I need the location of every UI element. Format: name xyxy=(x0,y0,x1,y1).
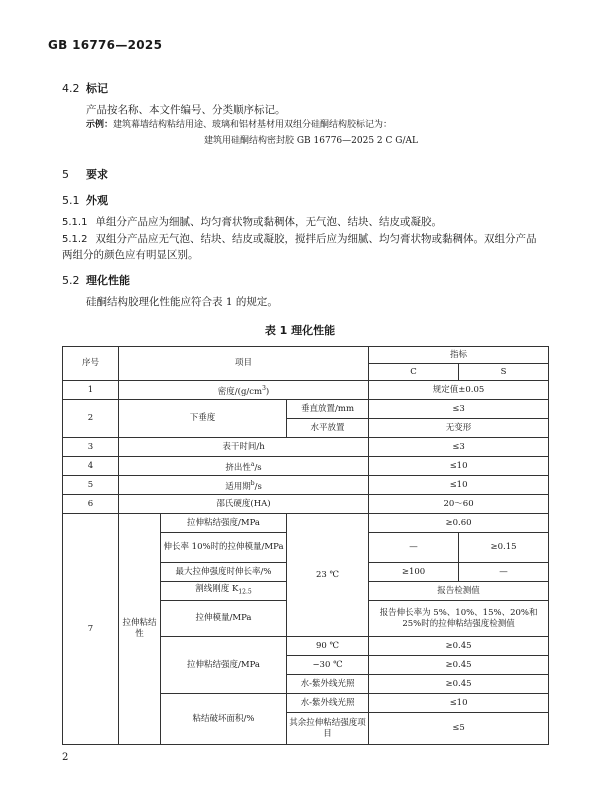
row-item xyxy=(119,381,369,400)
row-no: 5 xyxy=(63,476,119,495)
row-subitem: 水平放置 xyxy=(287,419,369,438)
item-sup: 3 xyxy=(262,384,266,392)
test-condition: 90 ℃ xyxy=(287,637,369,656)
row-item: 表干时间/h xyxy=(119,438,369,457)
row-item xyxy=(119,476,369,495)
row-value: ≥0.60 xyxy=(369,514,549,533)
table-header-row xyxy=(63,347,549,364)
row-subitem: 拉伸模量/MPa xyxy=(161,601,287,637)
section-number: 4.2 xyxy=(62,82,80,95)
row-subitem: 最大拉伸强度时伸长率/% xyxy=(161,563,287,582)
value-c: — xyxy=(369,533,459,563)
row-value: 报告伸长率为 5%、10%、15%、20%和 25%时的拉伸粘结强度检测值 xyxy=(369,601,549,637)
physical-properties-table xyxy=(62,346,549,745)
row-no: 4 xyxy=(63,457,119,476)
test-condition: −30 ℃ xyxy=(287,656,369,675)
section-5-heading xyxy=(62,166,108,182)
row-value: ≤10 xyxy=(369,694,549,713)
item-subscript: 12.5 xyxy=(238,588,252,596)
section-5-1-heading xyxy=(62,192,108,208)
row-value: 20～60 xyxy=(369,495,549,514)
footnote-marker: a xyxy=(250,460,255,468)
row-value: ≤5 xyxy=(369,713,549,745)
physical-properties-paragraph: 硅酮结构胶理化性能应符合表 1 的规定。 xyxy=(86,296,278,308)
marking-example-mark: 建筑用硅酮结构密封胶 GB 16776—2025 2 C G/AL xyxy=(204,136,418,146)
row-value: ≥0.45 xyxy=(369,656,549,675)
header-index: 指标 xyxy=(369,347,549,364)
item-text: 挤出性 xyxy=(225,462,251,473)
row-no: 1 xyxy=(63,381,119,400)
page-number: 2 xyxy=(62,752,69,763)
row-value: ≤3 xyxy=(369,438,549,457)
clause-5-1-2 xyxy=(62,231,562,248)
table-row xyxy=(63,476,549,495)
section-5-2-heading xyxy=(62,272,130,288)
example-label: 示例： xyxy=(86,120,114,130)
clause-5-1-1 xyxy=(62,214,552,231)
marking-paragraph: 产品按名称、本文件编号、分类顺序标记。 xyxy=(86,104,286,116)
row-value: 规定值±0.05 xyxy=(369,381,549,400)
row-subitem: 伸长率 10%时的拉伸模量/MPa xyxy=(161,533,287,563)
row-item xyxy=(119,457,369,476)
table-row xyxy=(63,438,549,457)
row-no: 7 xyxy=(63,514,119,745)
value-s: ≥0.15 xyxy=(459,533,549,563)
row-subitem: 拉伸粘结强度/MPa xyxy=(161,637,287,694)
row-no: 3 xyxy=(63,438,119,457)
section-4-2-heading xyxy=(62,80,108,96)
example-text: 建筑幕墙结构粘结用途、玻璃和铝材基材用双组分硅酮结构胶标记为： xyxy=(113,120,393,130)
row-subitem: 拉伸粘结强度/MPa xyxy=(161,514,287,533)
table-row xyxy=(63,457,549,476)
section-number: 5.2 xyxy=(62,274,80,287)
table-row xyxy=(63,495,549,514)
marking-example xyxy=(86,117,392,133)
row-value: 报告检测值 xyxy=(369,582,549,601)
test-condition: 23 ℃ xyxy=(287,514,369,637)
row-value: ≤10 xyxy=(369,476,549,495)
table-caption: 表 1 理化性能 xyxy=(264,324,336,337)
item-text: 适用期 xyxy=(225,481,251,492)
section-number: 5 xyxy=(62,168,69,181)
value-s: — xyxy=(459,563,549,582)
row-value: 无变形 xyxy=(369,419,549,438)
header-s: S xyxy=(459,364,549,381)
clause-number: 5.1.2 xyxy=(62,234,88,245)
header-no: 序号 xyxy=(63,347,119,381)
standard-header: GB 16776—2025 xyxy=(48,38,163,52)
clause-5-1-2-cont: 两组分的颜色应有明显区别。 xyxy=(62,249,199,261)
clause-text: 双组分产品应无气泡、结块、结皮或凝胶，搅拌后应为细腻、均匀膏状物或黏稠体。双组分产品 xyxy=(95,233,537,245)
section-title: 标记 xyxy=(86,82,108,95)
row-value: ≤10 xyxy=(369,457,549,476)
row-subitem: 垂直放置/mm xyxy=(287,400,369,419)
footnote-marker: b xyxy=(250,479,255,487)
table-row xyxy=(63,381,549,400)
table-row xyxy=(63,400,549,419)
header-c: C xyxy=(369,364,459,381)
header-item: 项目 xyxy=(119,347,369,381)
item-unit: /s xyxy=(254,481,262,492)
row-subitem xyxy=(161,582,287,601)
item-text-end: ) xyxy=(265,386,270,397)
row-group: 拉伸粘结性 xyxy=(119,514,161,745)
test-condition: 其余拉伸粘结强度项目 xyxy=(287,713,369,745)
row-subitem: 粘结破坏面积/% xyxy=(161,694,287,745)
clause-text: 单组分产品应为细腻、均匀膏状物或黏稠体，无气泡、结块、结皮或凝胶。 xyxy=(95,216,442,228)
row-value: ≥0.45 xyxy=(369,637,549,656)
section-title: 要求 xyxy=(86,168,108,181)
row-item: 邵氏硬度(HA) xyxy=(119,495,369,514)
value-c: ≥100 xyxy=(369,563,459,582)
test-condition: 水-紫外线光照 xyxy=(287,694,369,713)
row-item: 下垂度 xyxy=(119,400,287,438)
section-number: 5.1 xyxy=(62,194,80,207)
section-title: 理化性能 xyxy=(86,274,130,287)
row-value: ≤3 xyxy=(369,400,549,419)
test-condition: 水-紫外线光照 xyxy=(287,675,369,694)
item-text: 密度/(g/cm xyxy=(217,386,263,397)
row-no: 6 xyxy=(63,495,119,514)
table-row xyxy=(63,514,549,533)
section-title: 外观 xyxy=(86,194,108,207)
item-unit: /s xyxy=(254,462,262,473)
row-no: 2 xyxy=(63,400,119,438)
clause-number: 5.1.1 xyxy=(62,217,88,228)
row-value: ≥0.45 xyxy=(369,675,549,694)
item-text: 割线刚度 K xyxy=(195,584,239,595)
